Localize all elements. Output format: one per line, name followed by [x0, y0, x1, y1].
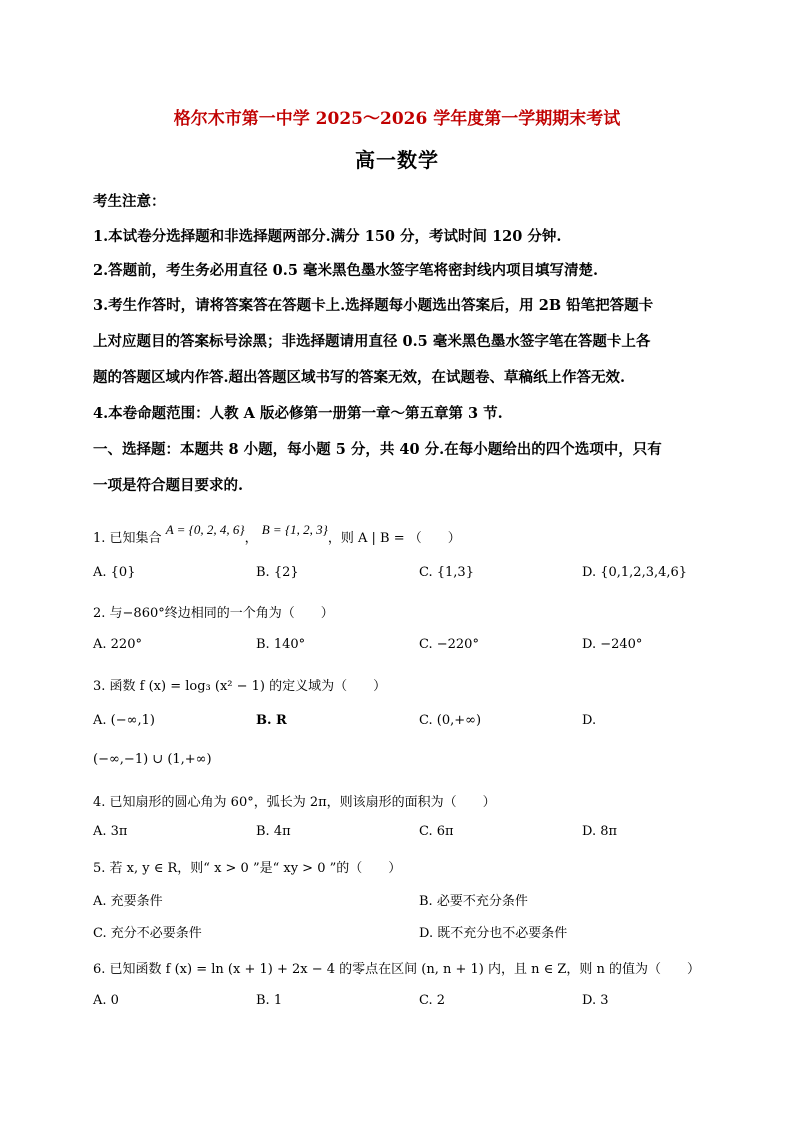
q3-option-d[interactable]: D. — [582, 713, 597, 728]
q4-option-a[interactable]: A. 3π — [93, 824, 128, 839]
q6-option-d[interactable]: D. 3 — [582, 993, 609, 1008]
q1-option-c[interactable]: C. {1,3} — [419, 565, 474, 580]
exam-subject: 高一数学 — [355, 148, 439, 172]
question-1-stem — [93, 522, 461, 546]
section-heading-line-1: 一、选择题：本题共 8 小题，每小题 5 分，共 40 分.在每小题给出的四个选项中，只有 — [93, 441, 662, 458]
q1-option-d[interactable]: D. {0,1,2,3,4,6} — [582, 565, 688, 580]
q3-option-c[interactable]: C. (0,+∞) — [419, 713, 482, 728]
q4-option-d[interactable]: D. 8π — [582, 824, 618, 839]
q2-option-d[interactable]: D. −240° — [582, 637, 643, 652]
q1-option-a[interactable]: A. {0} — [93, 565, 136, 580]
q4-option-c[interactable]: C. 6π — [419, 824, 454, 839]
question-6-stem: 6. 已知函数 f (x) = ln (x + 1) + 2x − 4 的零点在区间 (n, n + 1) 内，且 n ∈ Z，则 n 的值为（ ） — [93, 962, 701, 977]
notice-line-2: 2.答题前，考生务必用直径 0.5 毫米黑色墨水签字笔将密封线内项目填写清楚. — [93, 262, 599, 279]
notice-line-3b: 上对应题目的答案标号涂黑；非选择题请用直径 0.5 毫米黑色墨水签字笔在答题卡上各 — [93, 333, 651, 350]
q5-option-b[interactable]: B. 必要不充分条件 — [419, 894, 528, 909]
notice-line-3c: 题的答题区域内作答.超出答题区域书写的答案无效，在试题卷、草稿纸上作答无效. — [93, 369, 626, 386]
section-heading-line-2: 一项是符合题目要求的. — [93, 477, 244, 494]
q5-option-d[interactable]: D. 既不充分也不必要条件 — [419, 926, 568, 941]
notice-heading: 考生注意： — [93, 193, 166, 210]
q5-option-c[interactable]: C. 充分不必要条件 — [93, 926, 202, 941]
question-4-stem: 4. 已知扇形的圆心角为 60°，弧长为 2π，则该扇形的面积为（ ） — [93, 795, 496, 810]
question-1-set-a: A = {0, 2, 4, 6} — [165, 522, 245, 537]
q3-option-a[interactable]: A. (−∞,1) — [93, 713, 155, 728]
question-5-stem: 5. 若 x, y ∈ R，则“ x > 0 ”是“ xy > 0 ”的（ ） — [93, 861, 402, 876]
q1-option-b[interactable]: B. {2} — [256, 565, 299, 580]
exam-title: 格尔木市第一中学 2025～2026 学年度第一学期期末考试 — [173, 109, 621, 129]
notice-line-4: 4.本卷命题范围：人教 A 版必修第一册第一章～第五章第 3 节. — [93, 405, 503, 422]
notice-line-1: 1.本试卷分选择题和非选择题两部分.满分 150 分，考试时间 120 分钟. — [93, 228, 562, 245]
q2-option-b[interactable]: B. 140° — [256, 637, 306, 652]
question-1-sep: ， — [244, 531, 258, 546]
q6-option-b[interactable]: B. 1 — [256, 993, 283, 1008]
q5-option-a[interactable]: A. 充要条件 — [93, 894, 163, 909]
question-3-stem: 3. 函数 f (x) = log₃ (x² − 1) 的定义域为（ ） — [93, 679, 387, 694]
question-2-stem: 2. 与−860°终边相同的一个角为（ ） — [93, 606, 334, 621]
question-1-prefix: 1. 已知集合 — [93, 531, 162, 546]
q2-option-c[interactable]: C. −220° — [419, 637, 479, 652]
q4-option-b[interactable]: B. 4π — [256, 824, 291, 839]
q3-option-d-value: (−∞,−1) ∪ (1,+∞) — [93, 752, 212, 767]
notice-line-3a: 3.考生作答时，请将答案答在答题卡上.选择题每小题选出答案后，用 2B 铅笔把答题卡 — [93, 297, 654, 314]
question-1-set-b: B = {1, 2, 3} — [261, 522, 328, 537]
q2-option-a[interactable]: A. 220° — [93, 637, 142, 652]
question-1-suffix: ，则 A | B = （ ） — [327, 531, 461, 546]
q6-option-a[interactable]: A. 0 — [93, 993, 119, 1008]
q3-option-b[interactable]: B. R — [256, 713, 287, 728]
q6-option-c[interactable]: C. 2 — [419, 993, 446, 1008]
